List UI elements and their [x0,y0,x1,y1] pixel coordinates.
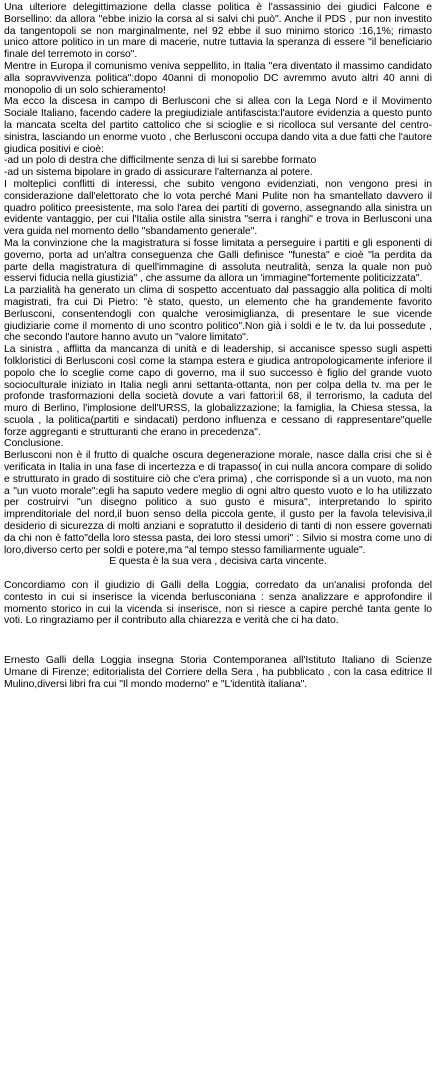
review-paragraph: Concordiamo con il giudizio di Galli della Loggia, corredato da un'analisi profonda del contesto in cui si inserisce la vicenda berlusconiana : senza analizzare e approfondire il momento storico in cui la vicenda si inserisce, non si riesce a capire perché tanta gente lo voti. Lo ringraziamo per il contributo alla chiarezza e verità che ci ha dato. [4,580,432,627]
closing-line: E questa è la sua vera , decisiva carta vincente. [109,556,327,568]
paragraph-magistratura: Ma la convinzione che la magistratura si fosse limitata a perseguire i partiti e gli esponenti di governo, porta ad un'altra conseguenza che Galli definisce "funesta" e cioè "la perdita da parte della magistratura di quell'immagine di assoluta neutralità, senza la quale non può esservi fiducia nella giustizia" , che assume da allora un 'immagine"fortemente politicizzata". [4,237,432,285]
section-heading-conclusione: Conclusione. [4,438,64,450]
paragraph-sistema-bipolare: -ad un sistema bipolare in grado di assicurare l'alternanza al potere. [4,167,313,179]
paragraph-sinistra: La sinistra , afflitta da mancanza di unità e di leadership, si accanisce spesso sugli aspetti folkloristici di Berlusconi così come la stampa estera e giudica antropologicamente inferiore il popolo che lo sceglie come capo di governo, ma il suo successo è figlio del grande vuoto socioculturale iniziato in Italia negli anni settanta-ottanta, non per colpa della tv. ma per le profonde trasformazioni della società dovute a vari fattori:il 68, il terrorismo, la caduta del muro di Berlino, l'implosione dell'URSS, la globalizzazione; la famiglia, la Chiesa stessa, la scuola , la politica(partiti e sindacati) perdono influenza e cessano di rappresentare"quelle forze aggreganti e strutturanti che erano in precedenza". [4,344,432,438]
spacer [4,568,432,580]
paragraph-conclusione: Berlusconi non è il frutto di qualche oscura degenerazione morale, nasce dalla crisi che si è verificata in Italia in una fase di incertezza e di trapasso( in cui nulla ancora compare di solido e strutturato in grado di sostituire ciò che c'era prima) , che corrisponde sì a un vuoto, ma non a "un vuoto morale":egli ha saputo vedere meglio di ogni altro questo vuoto e lo ha utilizzato per costruirvi "un disegno politico a suo gusto e misura", interpretando lo spirito imprenditoriale del nord,il buon senso della piccola gente, il gusto per la favola televisiva,il desiderio di sicurezza di molti anziani e sopratutto il desiderio di tanti di non essere governati da chi non è fatto"della loro stessa pasta, dei loro stessi umori" : Silvio si mostra come uno di loro,diverso certo per soldi e potere,ma "al tempo stesso familiarmente uguale". [4,450,432,556]
paragraph-discesa-in-campo: Ma ecco la discesa in campo di Berlusconi che si allea con la Lega Nord e il Movimento Sociale Italiano, facendo cadere la pregiudiziale antifascista:l'autore evidenzia a questo punto la mancata scelta del partito cattolico che si scioglie e si ricolloca sul versante del centro-sinistra, lasciando un enorme vuoto , che Berlusconi occupa dando vita a due fatti che l'autore giudica positivi e cioè: [4,96,432,155]
paragraph-polo-destra: -ad un polo di destra che difficilmente senza di lui si sarebbe formato [4,155,317,167]
author-bio: Ernesto Galli della Loggia insegna Storia Contemporanea all'Istituto Italiano di Scienze Umane di Firenze; editorialista del Corriere della Sera , ha pubblicato , con la casa editrice Il Mulino,diversi libri fra cui "Il mondo moderno" e "L'identità italiana". [4,655,432,690]
paragraph-parzialita: La parzialità ha generato un clima di sospetto accentuato dal passaggio alla politica di molti magistrati, fra cui Di Pietro: "è stato, questo, un elemento che ha grandemente favorito Berlusconi, consentendogli con qualche verosimiglianza, di presentare le sue vicende giudiziarie come il momento di uno scontro politico".Non già i soldi e le tv. da lui possedute , che secondo l'autore hanno avuto un "valore limitato". [4,285,432,344]
article-text-block [4,2,432,691]
paragraph-conflitti-interessi: I molteplici conflitti di interessi, che subito vengono evidenziati, non vengono presi in considerazione dall'elettorato che lo vota perché Mani Pulite non ha smantellato davvero il quadro politico preesistente, ma solo l'area dei partiti di governo, assegnando alla sinistra un evidente vantaggio, per cui l'Italia ostile alla sinistra "serra i ranghi" e trova in Berlusconi una vera guida nel momento dello "sbandamento generale". [4,178,432,238]
paragraph-comunismo: Mentre in Europa il comunismo veniva seppellito, in Italia "era diventato il massimo candidato alla sopravvivenza politica":dopo 40anni di monopolio DC avremmo avuto altri 40 anni di monopolio di un solo schieramento! [4,60,432,96]
spacer [4,627,432,655]
paragraph-delegittimazione: Una ulteriore delegittimazione della classe politica è l'assassinio dei giudici Falcone e Borsellino: da allora "ebbe inizio la corsa al si salvi chi può". Anche il PDS , pur non investito da tangentopoli se non marginalmente, nel 92 ebbe il suo minimo storico :16,1%; rimasto unico attore politico in un mare di macerie, nutre tuttavia la speranza di essere "il beneficiario finale del terremoto in corso". [4,2,432,61]
